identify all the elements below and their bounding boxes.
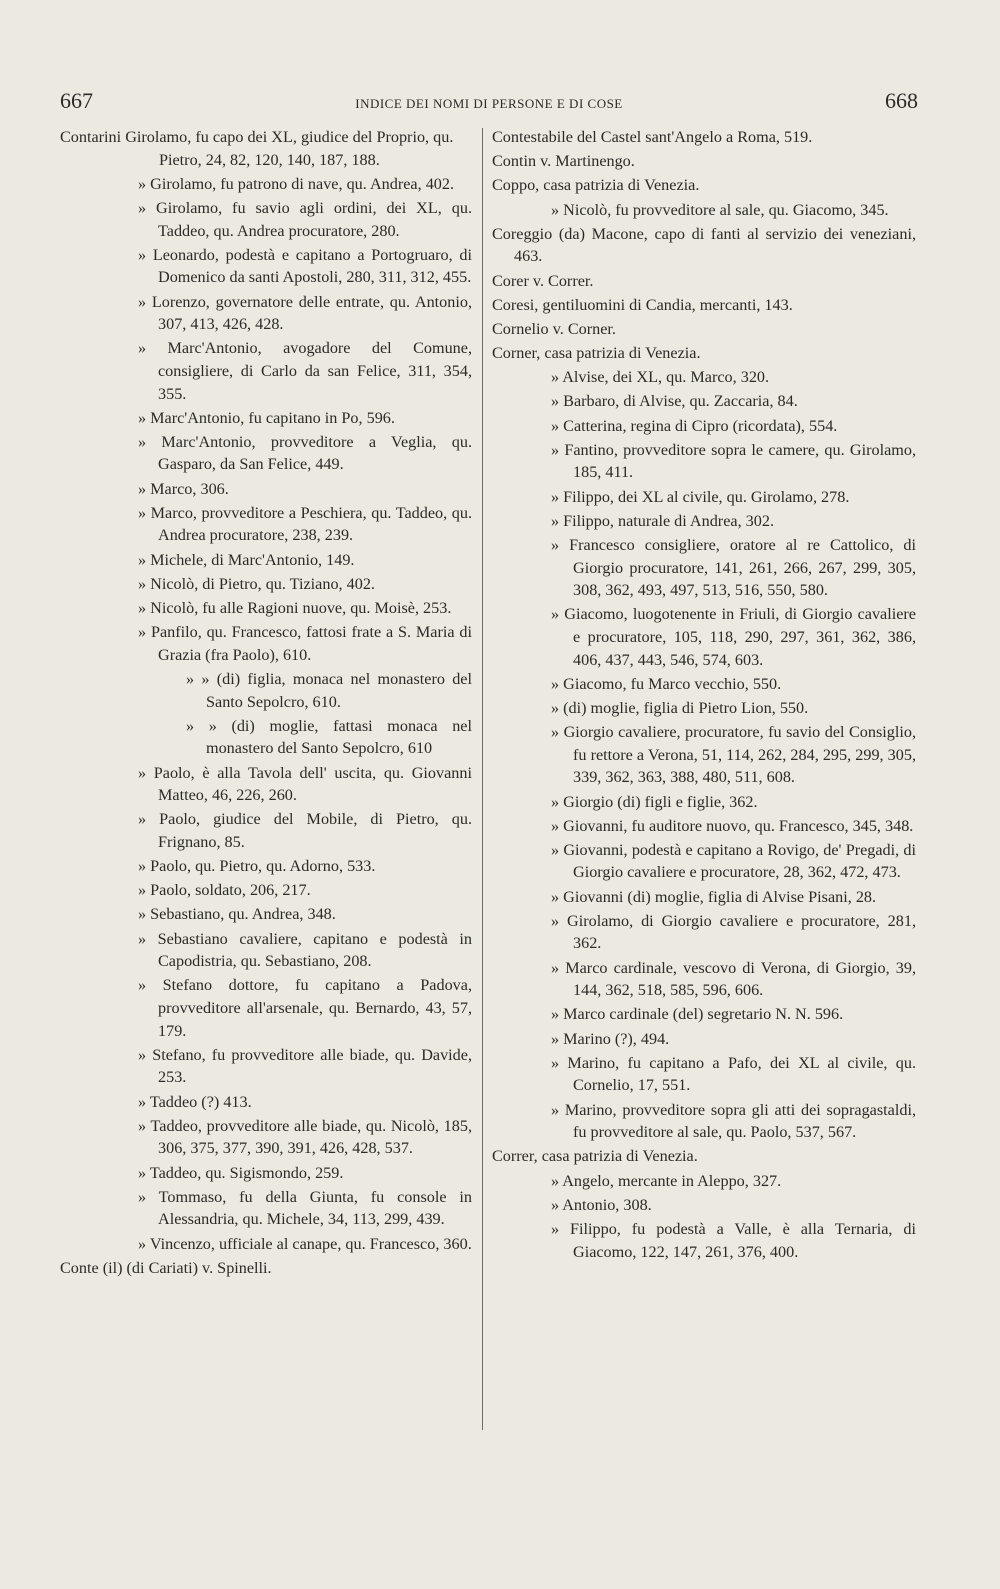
index-subentry: » Lorenzo, governatore delle entrate, qu. Antonio, 307, 413, 426, 428. xyxy=(138,292,472,334)
index-entry: Coreggio (da) Macone, capo di fanti al servizio dei veneziani, 463. xyxy=(492,224,916,266)
index-subentry: » Paolo, giudice del Mobile, di Pietro, qu. Frignano, 85. xyxy=(138,810,472,851)
index-entry: Corer v. Correr. xyxy=(492,271,594,290)
index-subentry: » Marco cardinale, vescovo di Verona, di Giorgio, 39, 144, 362, 518, 585, 596, 606. xyxy=(551,958,916,1000)
index-subentry: » Nicolò, fu provveditore al sale, qu. Giacomo, 345. xyxy=(551,200,889,219)
column-divider xyxy=(482,128,483,1430)
index-subentry: » Giorgio (di) figli e figlie, 362. xyxy=(551,792,758,811)
index-entry: Contarini Girolamo, fu capo dei XL, giudice del Proprio, qu. Pietro, 24, 82, 120, 140, 187, 188. xyxy=(60,128,454,169)
index-subentry: » Marc'Antonio, provveditore a Veglia, qu. Gasparo, da San Felice, 449. xyxy=(138,432,472,474)
index-subentry: » Girolamo, fu patrono di nave, qu. Andrea, 402. xyxy=(138,174,455,193)
index-entry: Correr, casa patrizia di Venezia. xyxy=(492,1147,698,1166)
index-subentry: » Taddeo (?) 413. xyxy=(138,1092,252,1111)
index-subentry: » Tommaso, fu della Giunta, fu console in Alessandria, qu. Michele, 34, 113, 299, 439. xyxy=(138,1187,472,1229)
index-subentry: » Taddeo, provveditore alle biade, qu. Nicolò, 185, 306, 375, 377, 390, 391, 426, 428, 537. xyxy=(138,1116,472,1158)
index-entry: Corner, casa patrizia di Venezia. xyxy=(492,344,701,363)
index-entry: Conte (il) (di Cariati) v. Spinelli. xyxy=(60,1258,272,1277)
index-entry: Coresi, gentiluomini di Candia, mercanti, 143. xyxy=(492,295,793,314)
index-subentry: » Panfilo, qu. Francesco, fattosi frate a S. Maria di Grazia (fra Paolo), 610. xyxy=(138,623,472,664)
index-subentry: » Giorgio cavaliere, procuratore, fu savio del Consiglio, fu rettore a Verona, 51, 114, 262, 284, 295, 299, 305, 339, 362, 363, 388, 480, 511, 608. xyxy=(551,723,916,787)
index-subentry: » Paolo, è alla Tavola dell' uscita, qu. Giovanni Matteo, 46, 226, 260. xyxy=(138,763,472,805)
index-entry: Contin v. Martinengo. xyxy=(492,152,635,171)
index-subentry: » Filippo, fu podestà a Valle, è alla Ternaria, di Giacomo, 122, 147, 261, 376, 400. xyxy=(551,1219,916,1261)
index-subentry: » Marco, 306. xyxy=(138,479,229,498)
index-subentry: » Marco cardinale (del) segretario N. N. 596. xyxy=(551,1005,844,1024)
index-entry: Contestabile del Castel sant'Angelo a Roma, 519. xyxy=(492,128,813,146)
index-subentry: » Filippo, dei XL al civile, qu. Girolamo, 278. xyxy=(551,487,850,506)
index-subentry: » Nicolò, di Pietro, qu. Tiziano, 402. xyxy=(138,574,375,593)
index-subentry: » Sebastiano, qu. Andrea, 348. xyxy=(138,905,336,924)
index-subentry: » Marco, provveditore a Peschiera, qu. Taddeo, qu. Andrea procuratore, 238, 239. xyxy=(138,503,472,545)
left-index-column xyxy=(60,126,472,1281)
index-subentry: » Stefano dottore, fu capitano a Padova, provveditore all'arsenale, qu. Bernardo, 43, 57, 179. xyxy=(138,976,472,1040)
index-subentry: » Barbaro, di Alvise, qu. Zaccaria, 84. xyxy=(551,392,798,411)
index-subentry: » Filippo, naturale di Andrea, 302. xyxy=(551,511,774,530)
index-subentry: » Catterina, regina di Cipro (ricordata), 554. xyxy=(551,416,838,435)
index-subentry: » » (di) moglie, fattasi monaca nel monastero del Santo Sepolcro, 610 xyxy=(186,716,472,758)
index-subentry: » Leonardo, podestà e capitano a Portogruaro, di Domenico da santi Apostoli, 280, 311, 312, 455. xyxy=(138,245,472,287)
index-subentry: » Giacomo, luogotenente in Friuli, di Giorgio cavaliere e procuratore, 105, 118, 290, 297, 361, 362, 386, 406, 437, 443, 546, 574, 603. xyxy=(551,605,916,669)
index-subentry: » Sebastiano cavaliere, capitano e podestà in Capodistria, qu. Sebastiano, 208. xyxy=(138,929,472,971)
index-subentry: » Giovanni, podestà e capitano a Rovigo, de' Pregadi, di Giorgio cavaliere e procuratore, 28, 362, 472, 473. xyxy=(551,840,916,882)
right-page-number: 668 xyxy=(884,88,918,113)
right-index-column xyxy=(492,126,916,1265)
index-subentry: » » (di) figlia, monaca nel monastero del Santo Sepolcro, 610. xyxy=(186,669,472,711)
running-title: INDICE DEI NOMI DI PERSONE E DI COSE xyxy=(355,96,623,111)
index-subentry: » Giovanni, fu auditore nuovo, qu. Francesco, 345, 348. xyxy=(551,816,914,835)
index-subentry: » Paolo, qu. Pietro, qu. Adorno, 533. xyxy=(138,857,376,876)
index-subentry: » Antonio, 308. xyxy=(551,1195,652,1214)
index-subentry: » Marc'Antonio, fu capitano in Po, 596. xyxy=(138,408,395,427)
index-subentry: » Vincenzo, ufficiale al canape, qu. Francesco, 360. xyxy=(138,1234,472,1253)
index-subentry: » Giovanni (di) moglie, figlia di Alvise Pisani, 28. xyxy=(551,887,877,906)
index-subentry: » Girolamo, fu savio agli ordini, dei XL, qu. Taddeo, qu. Andrea procuratore, 280. xyxy=(138,198,472,240)
left-page-number: 667 xyxy=(60,88,93,113)
index-subentry: » Marino, provveditore sopra gli atti dei sopragastaldi, fu provveditore al sale, qu. Paolo, 537, 567. xyxy=(551,1100,916,1142)
index-subentry: » Giacomo, fu Marco vecchio, 550. xyxy=(551,674,782,693)
index-subentry: » Marc'Antonio, avogadore del Comune, consigliere, di Carlo da san Felice, 311, 354, 355. xyxy=(138,339,472,403)
index-subentry: » Nicolò, fu alle Ragioni nuove, qu. Moisè, 253. xyxy=(138,599,452,617)
index-subentry: » Marino, fu capitano a Pafo, dei XL al civile, qu. Cornelio, 17, 551. xyxy=(551,1053,916,1095)
index-subentry: » Francesco consigliere, oratore al re Cattolico, di Giorgio procuratore, 141, 261, 266, 267, 299, 305, 308, 362, 493, 497, 513, 516, 550, 580. xyxy=(551,536,916,600)
index-entry: Coppo, casa patrizia di Venezia. xyxy=(492,176,700,195)
index-subentry: » Alvise, dei XL, qu. Marco, 320. xyxy=(551,368,770,387)
index-subentry: » (di) moglie, figlia di Pietro Lion, 550. xyxy=(551,698,809,717)
index-subentry: » Marino (?), 494. xyxy=(551,1029,670,1048)
index-subentry: » Paolo, soldato, 206, 217. xyxy=(138,881,311,900)
index-subentry: » Taddeo, qu. Sigismondo, 259. xyxy=(138,1163,344,1182)
page-header xyxy=(60,88,918,118)
index-subentry: » Fantino, provveditore sopra le camere, qu. Girolamo, 185, 411. xyxy=(551,440,916,482)
index-subentry: » Girolamo, di Giorgio cavaliere e procuratore, 281, 362. xyxy=(551,911,916,953)
index-subentry: » Stefano, fu provveditore alle biade, qu. Davide, 253. xyxy=(138,1045,472,1087)
index-subentry: » Michele, di Marc'Antonio, 149. xyxy=(138,550,355,569)
index-entry: Cornelio v. Corner. xyxy=(492,319,616,338)
index-subentry: » Angelo, mercante in Aleppo, 327. xyxy=(551,1171,782,1190)
